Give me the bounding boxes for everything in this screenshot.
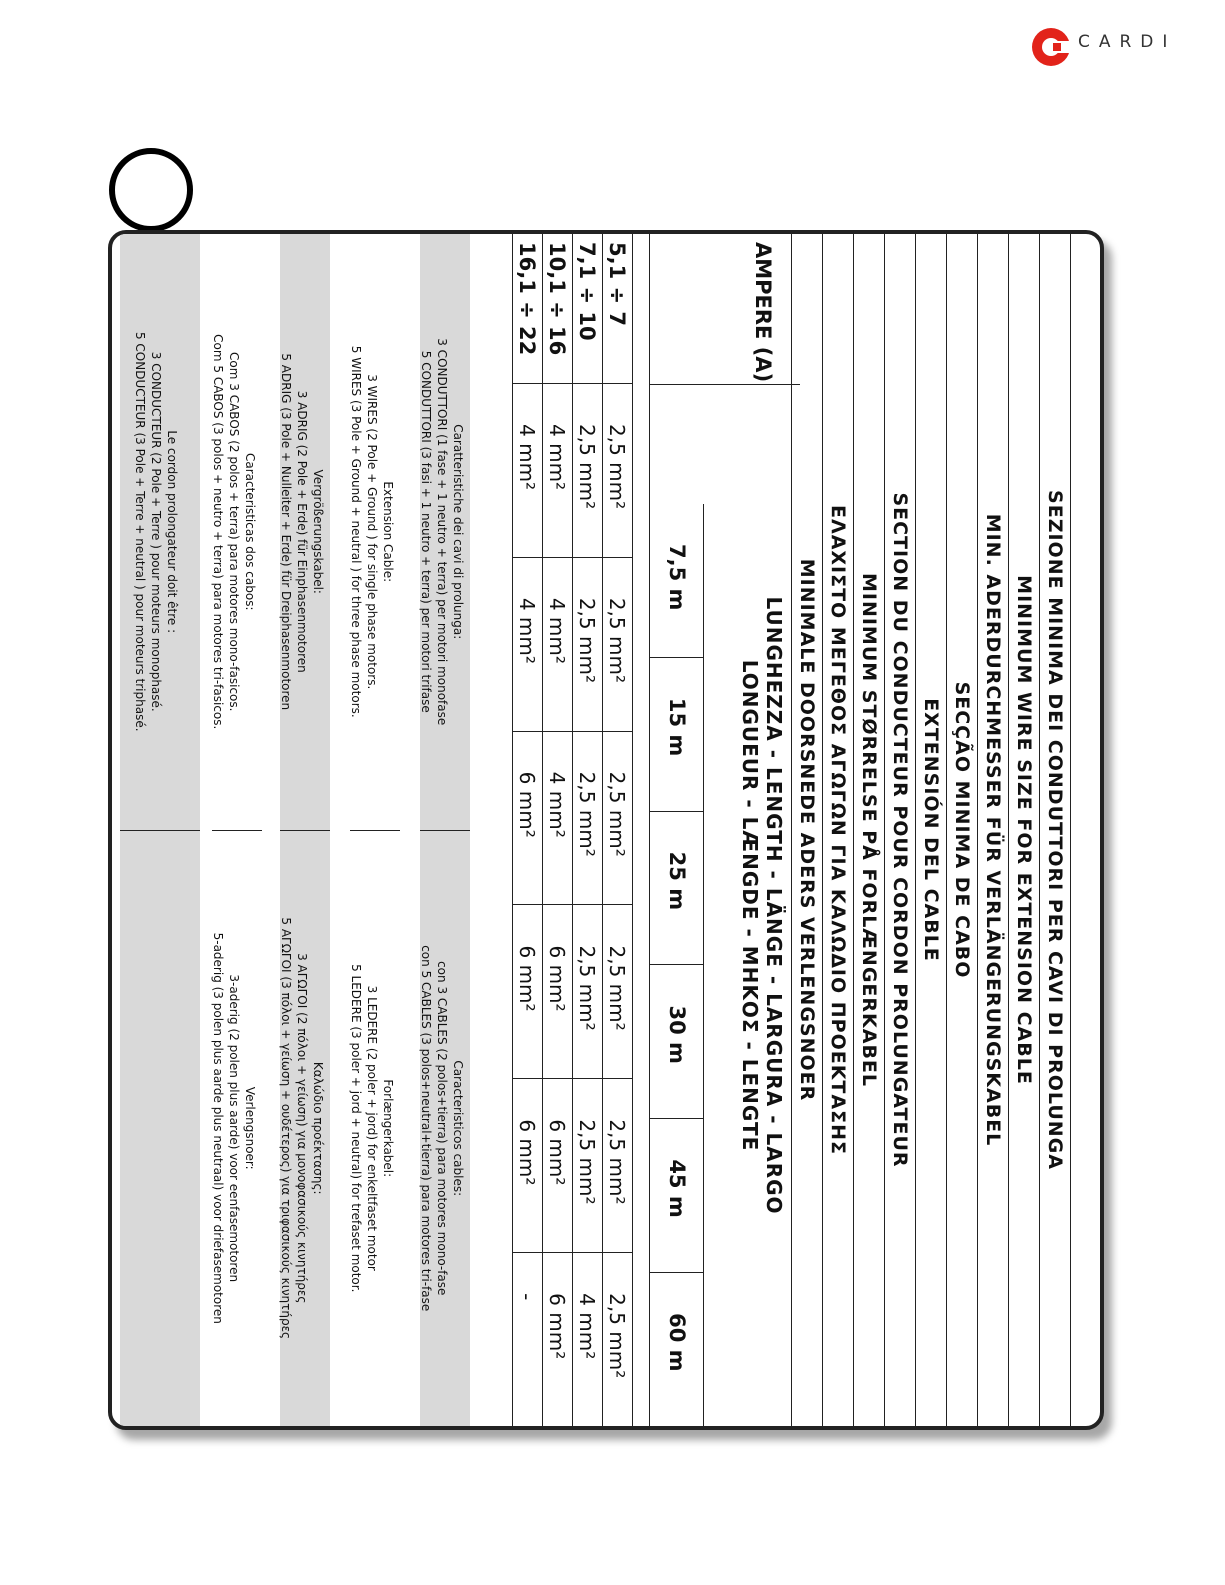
characteristics-line: con 3 CABLES (2 polos+tierra) para motores mono-fase (435, 961, 449, 1296)
section-marker-circle (109, 148, 193, 232)
characteristics-row (120, 234, 200, 1426)
title-en: MINIMUM WIRE SIZE FOR EXTENSION CABLE (1008, 234, 1039, 1426)
length-cell: 15 m (650, 657, 703, 811)
characteristics-line: 5 CONDUTTORI (3 fasi + 1 neutro + terra) per motori trifase (419, 350, 433, 713)
characteristics-line: 3 ΑΓΩΓΟΙ (2 πόλοι + γείωση) για μονοφασικούς κινητήρες (295, 953, 309, 1304)
wire-size-cell: 6 mm² (543, 904, 572, 1078)
amp-range: 10,1 ÷ 16 (543, 234, 572, 384)
table-row (512, 234, 542, 1426)
header-blank-line (1070, 234, 1100, 1426)
characteristics-line: con 5 CABLES (3 polos+neutral+tierra) para motores tri-fase (419, 945, 433, 1312)
wire-size-cell: 4 mm² (515, 424, 539, 491)
characteristics-gr (280, 830, 330, 1427)
length-header-line-1: LUNGHEZZA - LENGTH - LÄNGE - LARGURA - LARGO (762, 596, 786, 1215)
table-body (512, 234, 632, 1426)
characteristics-es (420, 830, 470, 1427)
wire-size-cell: 2,5 mm² (575, 424, 599, 510)
table-spacer (632, 234, 650, 1426)
title-fr: SECTION DU CONDUCTEUR POUR CORDON PROLUNGATEUR (884, 234, 915, 1426)
amp-range: 16,1 ÷ 22 (513, 234, 542, 384)
wire-size-cell: 2,5 mm² (573, 1078, 602, 1252)
cardi-logo (1030, 26, 1200, 70)
amp-column-header (650, 234, 800, 384)
length-values-row (650, 504, 704, 1426)
characteristics-dk (350, 830, 400, 1427)
length-cell: 45 m (650, 1118, 703, 1272)
characteristics-row (420, 234, 470, 1426)
characteristics-title: Caracteristicos cables: (451, 1060, 465, 1197)
characteristics-title: Caracteristicas dos cabos: (243, 452, 257, 611)
logo-text: CARDI (1078, 32, 1177, 52)
characteristics-line: 3 WIRES (2 Pole + Ground ) for single phase motors. (365, 374, 379, 690)
title-dk: MINIMUM STØRRELSE PÅ FORLÆNGERKABEL (853, 234, 884, 1426)
characteristics-title: Extension Cable: (381, 481, 395, 583)
cardi-logo-mark-icon (1030, 26, 1072, 68)
wire-size-cell: 2,5 mm² (605, 424, 629, 510)
length-cell: 30 m (650, 964, 703, 1118)
table-row (542, 234, 572, 1426)
wire-size-cell: 4 mm² (573, 1252, 602, 1426)
title-block (791, 234, 1100, 1426)
wire-size-cell: 2,5 mm² (603, 1078, 632, 1252)
characteristics-it (420, 234, 470, 830)
wire-size-card (108, 230, 1104, 1430)
title-es: EXTENSIÓN DEL CABLE (915, 234, 946, 1426)
wire-size-cell: - (513, 1252, 542, 1426)
table-row (602, 234, 632, 1426)
characteristics-title: Le cordon prolongateur doit être : (165, 430, 179, 634)
characteristics-fr (120, 234, 200, 830)
wire-size-cell: 4 mm² (545, 424, 569, 491)
characteristics-title: Caratteristiche dei cavi di prolunga: (451, 424, 465, 640)
characteristics-en (350, 234, 400, 830)
characteristics-title: Vergrößerungskabel: (311, 469, 325, 594)
wire-size-cell: 2,5 mm² (573, 557, 602, 731)
length-cell: 60 m (650, 1272, 703, 1426)
characteristics-line: 5 WIRES (3 Pole + Ground + neutral ) for three phase motors. (349, 345, 363, 718)
characteristics-title: Forlængerkabel: (381, 1079, 395, 1178)
wire-size-cell: 6 mm² (543, 1078, 572, 1252)
characteristics-row (350, 234, 400, 1426)
characteristics-line: 3 LEDERE (2 poler + jord) for enkeltfaset motor (365, 985, 379, 1271)
characteristics-row (212, 234, 262, 1426)
characteristics-title: Verlengsnoer: (243, 1086, 257, 1170)
characteristics-line: 5 LEDERE (3 poler + jord + neutral) for trefaset motor. (349, 964, 363, 1293)
characteristics-line: 5 ΑΓΩΓΟΙ (3 πόλοι + γείωση + ουδέτερος) για τριφασικούς κινητήρες (279, 917, 293, 1340)
wire-size-cell: 6 mm² (543, 1252, 572, 1426)
title-gr: ΕΛΑΧΙΣΤΟ ΜΕΓΕΘΟΣ ΑΓΩΓΩΝ ΓΙΑ ΚΑΛΩΔΙΟ ΠΡΟΕΚΤΑΣΗΣ (822, 234, 853, 1426)
length-header-line-2: LONGUEUR - LÆNGDE - ΜΗΚΟΣ - LENGTE (738, 659, 762, 1152)
wire-size-cell: 4 mm² (513, 557, 542, 731)
characteristics-line: 5 CONDUCTEUR (3 Pole + Terre + neutral ) pour moteurs triphasé. (133, 331, 147, 732)
amp-range: 7,1 ÷ 10 (573, 234, 602, 384)
wire-size-cell: 2,5 mm² (603, 904, 632, 1078)
characteristics-title: Καλώδιο προέκτασης: (311, 1061, 325, 1195)
characteristics-line: 3 CONDUTTORI (1 fase + 1 neutro + terra) per motori monofase (435, 338, 449, 726)
characteristics-line: Com 5 CABOS (3 polos + neutro + terra) para motores tri-fasicos. (211, 334, 225, 730)
rotated-content (112, 234, 1100, 1426)
table-row (572, 234, 602, 1426)
wire-size-cell: 6 mm² (513, 1078, 542, 1252)
characteristics-row (280, 234, 330, 1426)
title-de: MIN. ADERDURCHMESSER FÜR VERLÄNGERUNGSKABEL (977, 234, 1008, 1426)
length-cell: 7,5 m (665, 544, 689, 611)
wire-size-cell: 2,5 mm² (573, 904, 602, 1078)
wire-size-cell: 2,5 mm² (603, 557, 632, 731)
title-pt: SECÇÃO MINIMA DE CABO (946, 234, 977, 1426)
characteristics-line: Com 3 CABOS (2 polos + terra) para motores mono-fasicos. (227, 352, 241, 712)
amp-range: 5,1 ÷ 7 (603, 234, 632, 384)
wire-size-cell: 2,5 mm² (603, 1252, 632, 1426)
characteristics-line: 3 ADRIG (2 Pole + Erde) für Einphasenmotoren (295, 390, 309, 673)
characteristics-nl (212, 830, 262, 1427)
cable-characteristics (110, 234, 470, 1426)
characteristics-line: 5-aderig (3 polen plus aarde plus neutraal) voor driefasemotoren (211, 932, 225, 1324)
wire-size-cell: 4 mm² (543, 731, 572, 905)
title-it: SEZIONE MINIMA DEI CONDUTTORI PER CAVI DI PROLUNGA (1039, 234, 1070, 1426)
characteristics-de (280, 234, 330, 830)
title-nl: MINIMALE DOORSNEDE ADERS VERLENGSNOER (791, 234, 822, 1426)
wire-size-cell: 2,5 mm² (573, 731, 602, 905)
characteristics-pt (212, 234, 262, 830)
wire-size-cell: 2,5 mm² (603, 731, 632, 905)
characteristics-line: 3 CONDUCTEUR (2 Pole + Terre ) pour moteurs monophasé. (149, 351, 163, 712)
characteristics-empty (120, 830, 200, 1427)
amp-header-label: AMPERE (A) (751, 242, 775, 383)
length-cell: 25 m (650, 811, 703, 965)
characteristics-line: 5 ADRIG (3 Pole + Nulleiter + Erde) für Dreiphasenmotoren (279, 353, 293, 711)
characteristics-line: 3-aderig (2 polen plus aarde) voor eenfasemotoren (227, 974, 241, 1283)
wire-size-cell: 4 mm² (543, 557, 572, 731)
wire-size-cell: 6 mm² (513, 731, 542, 905)
wire-size-cell: 6 mm² (513, 904, 542, 1078)
